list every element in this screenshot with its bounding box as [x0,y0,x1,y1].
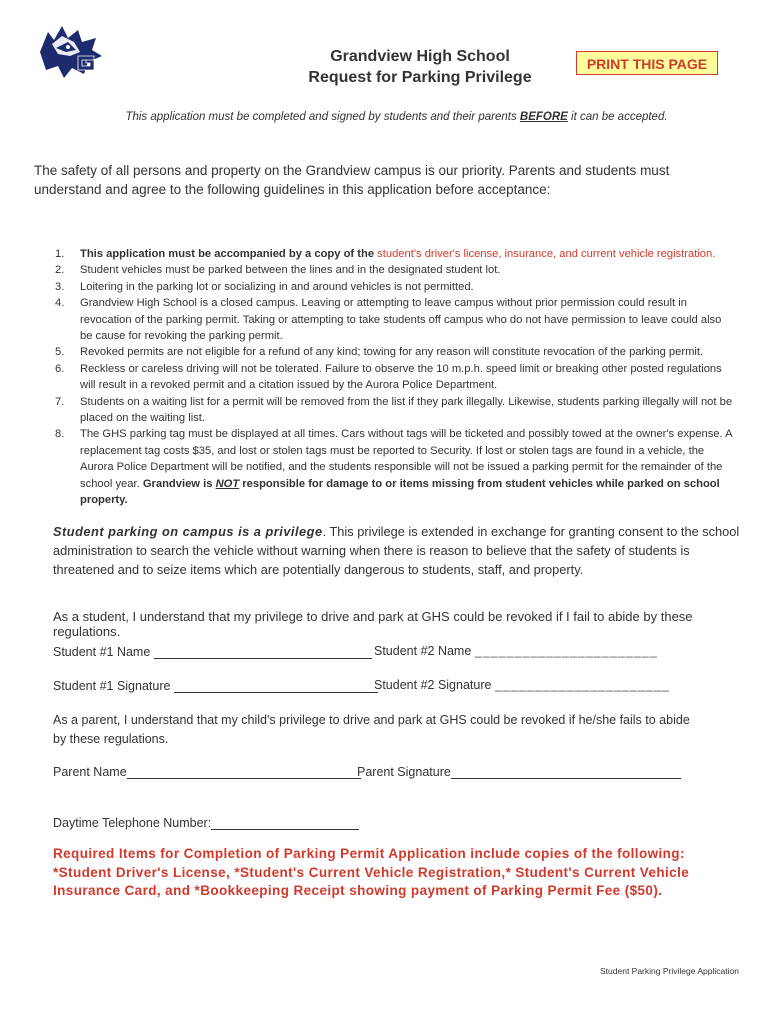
school-name: Grandview High School [330,48,510,65]
student1-signature-field[interactable] [174,678,378,693]
phone-label: Daytime Telephone Number: [53,816,212,830]
rule-number: 3. [55,280,65,293]
student2-name-label: Student #2 Name [374,644,472,658]
rule-text-bold: Grandview is [142,477,216,490]
rule-item [55,279,735,295]
student1-signature-label: Student #1 Signature [53,679,171,693]
wolf-logo [34,22,106,80]
privilege-text: . This privilege is extended in exchange for granting consent to the school administration to search the vehicle without warning when there is reason to believe that the safety of students is threatened and to seize items which are potentially dangerous to students, staff, and property. [53,524,740,577]
instructions-emphasis: BEFORE [519,111,568,123]
rule-item [55,361,735,394]
student1-name-field[interactable] [154,644,372,659]
rule-item [55,344,735,360]
rule-item [55,394,735,427]
privilege-paragraph [53,522,743,579]
instructions [0,111,770,123]
rule-item [55,246,735,262]
parent-signature-row [357,764,681,779]
student2-name-field[interactable]: _______________________ [474,644,658,658]
rule-number: 4. [55,297,65,310]
instructions-text-end: it can be accepted. [567,111,668,123]
rule-text: Grandview High School is a closed campus. Leaving or attempting to leave campus without prior permission could result in revocation of the parking permit. Taking or attempting to take students off campus who do not have permission to leave could also be cause for revoking the parking permit. [80,297,722,343]
rule-text-not: NOT [215,477,240,490]
rule-item [55,426,735,508]
footer-label: Student Parking Privilege Application [600,966,739,976]
rule-text: Reckless or careless driving will not be tolerated. Failure to observe the 10 m.p.h. speed limit or breaking other posted regulations will result in a revoked permit and a citation issued by the Aurora Police Department. [80,362,722,392]
rule-number: 6. [55,362,65,375]
student1-name-row [53,644,372,659]
parent-name-field[interactable] [127,764,361,779]
rule-text: The GHS parking tag must be displayed at all times. Cars without tags will be ticketed and possibly towed at the owner's expense. A replacement tag costs $35, and lost or stolen tags must be reported to Security. If lost or stolen tags are found in a vehicle, the Aurora Police Department will be notified, and the students responsible will not be issued a parking permit for the remainder of the school year. [80,428,732,490]
phone-field[interactable] [211,815,359,830]
student2-signature-label: Student #2 Signature [374,678,492,692]
required-items-notice: Required Items for Completion of Parking Permit Application include copies of the following: *Student Driver's License, *Student's Current Vehicle Registration,* Student's Current Vehicle Insurance Card, and *Bookkeeping Receipt showing payment of Parking Permit Fee ($50). [53,846,690,898]
instructions-text: This application must be completed and signed by students and their parents [125,111,520,123]
print-page-button[interactable]: PRINT THIS PAGE [576,51,718,75]
phone-row [53,815,359,830]
rule-item [55,295,735,344]
page-title [250,46,590,88]
parent-signature-label: Parent Signature [357,765,451,779]
student2-signature-row [374,678,670,692]
student1-name-label: Student #1 Name [53,645,151,659]
student1-signature-row [53,678,378,693]
intro-paragraph: The safety of all persons and property on the Grandview campus is our priority. Parents and students must understand and agree to the following guidelines in this application before acceptance: [34,163,670,197]
parent-signature-field[interactable] [451,764,681,779]
rule-text: This application must be accompanied by a copy of the [80,248,378,260]
rule-text-bold: responsible for damage to or items missing from student vehicles while parked on school property. [80,477,720,507]
form-name: Request for Parking Privilege [308,69,532,86]
parent-name-row [53,764,361,779]
privilege-lead: Student parking on campus is a privilege [53,524,323,539]
rule-number: 5. [55,346,65,359]
rule-number: 8. [55,428,65,441]
parent-name-label: Parent Name [53,765,127,779]
rules-list [55,246,735,509]
rule-item [55,262,735,278]
rule-number: 1. [55,248,65,260]
student-acknowledgement: As a student, I understand that my privilege to drive and park at GHS could be revoked if I fail to abide by these regulations. [53,609,693,639]
student2-signature-field[interactable]: ______________________ [494,678,670,692]
rule-text: Revoked permits are not eligible for a refund of any kind; towing for any reason will constitute revocation of the parking permit. [80,346,704,359]
parent-acknowledgement: As a parent, I understand that my child's privilege to drive and park at GHS could be revoked if he/she fails to abide by these regulations. [53,713,690,746]
rule-text: Loitering in the parking lot or socializing in and around vehicles is not permitted. [80,280,474,293]
rule-text: Student vehicles must be parked between the lines and in the designated student lot. [80,264,501,277]
rule-number: 7. [55,395,65,408]
rule-number: 2. [55,264,65,277]
rule-text-red: student's driver's license, insurance, and current vehicle registration. [377,248,716,260]
rule-text: Students on a waiting list for a permit will be removed from the list if they park illegally. Likewise, students parking illegally will not be placed on the waiting list. [80,395,733,425]
student2-name-row [374,644,658,658]
